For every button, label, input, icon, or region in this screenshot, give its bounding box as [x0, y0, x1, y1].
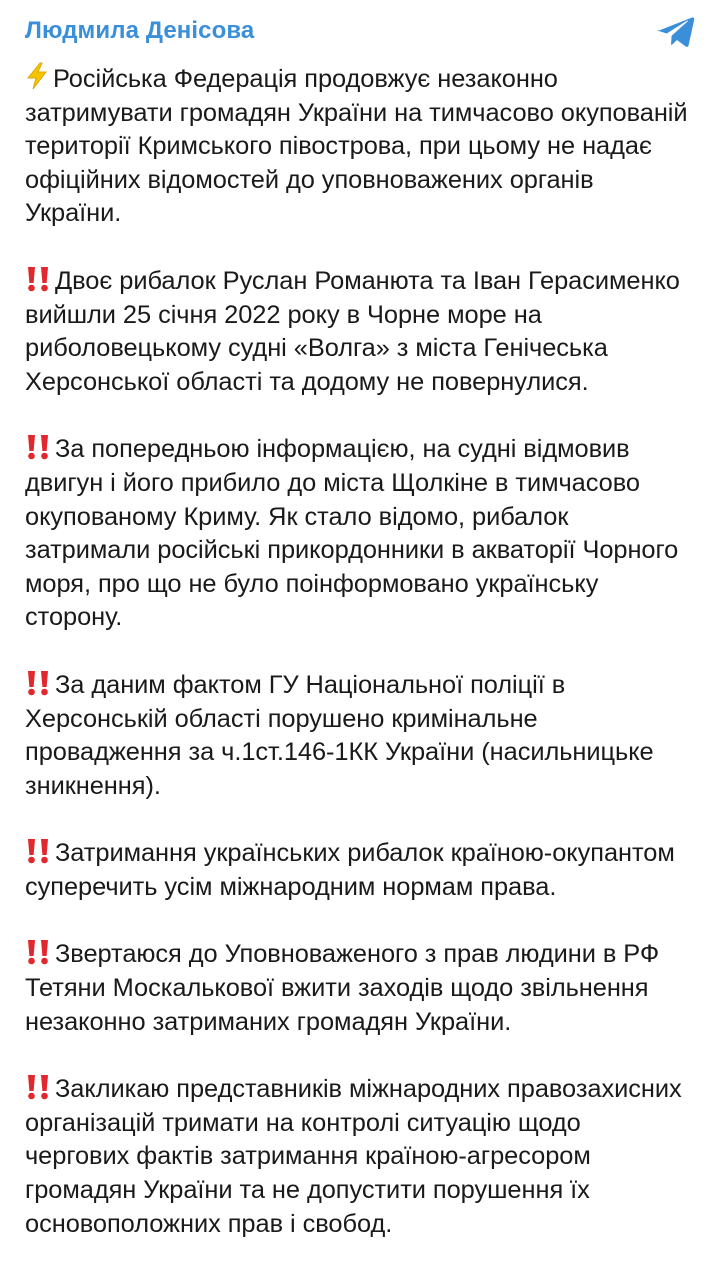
post-header	[25, 14, 690, 48]
post-paragraph	[25, 62, 690, 231]
paragraph-text: Російська Федерація продовжує незаконно затримувати громадян України на тимчасово окупованій території Кримського півострова, при цьому не надає офіційних відомостей до уповноважених органів України.	[25, 65, 688, 228]
paragraph-text: Звертаюся до Уповноваженого з прав людини в РФ Тетяни Москалькової вжити заходів щодо звільнення незаконно затриманих громадян України.	[25, 940, 660, 1036]
lightning-icon	[25, 62, 49, 90]
paragraph-text: За даним фактом ГУ Національної поліції в Херсонській області порушено кримінальне провадження за ч.1ст.146-1КК України (насильницьке зникнення).	[25, 670, 654, 800]
post-paragraph	[25, 669, 690, 803]
telegram-icon[interactable]	[656, 14, 696, 50]
paragraph-text: Затримання українських рибалок країною-окупантом суперечить усім міжнародним нормам права.	[25, 839, 675, 901]
double-exclamation-icon	[25, 266, 51, 292]
post-paragraph	[25, 433, 690, 635]
channel-name[interactable]: Людмила Денісова	[25, 17, 255, 44]
paragraph-text: Двоє рибалок Руслан Романюта та Іван Герасименко вийшли 25 січня 2022 року в Чорне море на риболовецькому судні «Волга» з міста Генічеська Херсонської області та додому не повернулися.	[25, 266, 680, 396]
double-exclamation-icon	[25, 1074, 51, 1100]
double-exclamation-icon	[25, 434, 51, 460]
post-paragraph	[25, 265, 690, 399]
double-exclamation-icon	[25, 939, 51, 965]
double-exclamation-icon	[25, 670, 51, 696]
paragraph-text: Закликаю представників міжнародних правозахисних організацій тримати на контролі ситуацію щодо чергових фактів затримання країною-агресором громадян України та не допустити порушення їх основоположних прав і свобод.	[25, 1075, 682, 1238]
post-paragraph	[25, 1073, 690, 1241]
post-paragraph	[25, 837, 690, 904]
double-exclamation-icon	[25, 838, 51, 864]
paragraph-text: За попередньою інформацією, на судні відмовив двигун і його прибило до міста Щолкіне в тимчасово окупованому Криму. Як стало відомо, рибалок затримали російські прикордонники в акваторії Чорного моря, про що не було поінформовано українську сторону.	[25, 435, 679, 632]
post-paragraph	[25, 938, 690, 1039]
